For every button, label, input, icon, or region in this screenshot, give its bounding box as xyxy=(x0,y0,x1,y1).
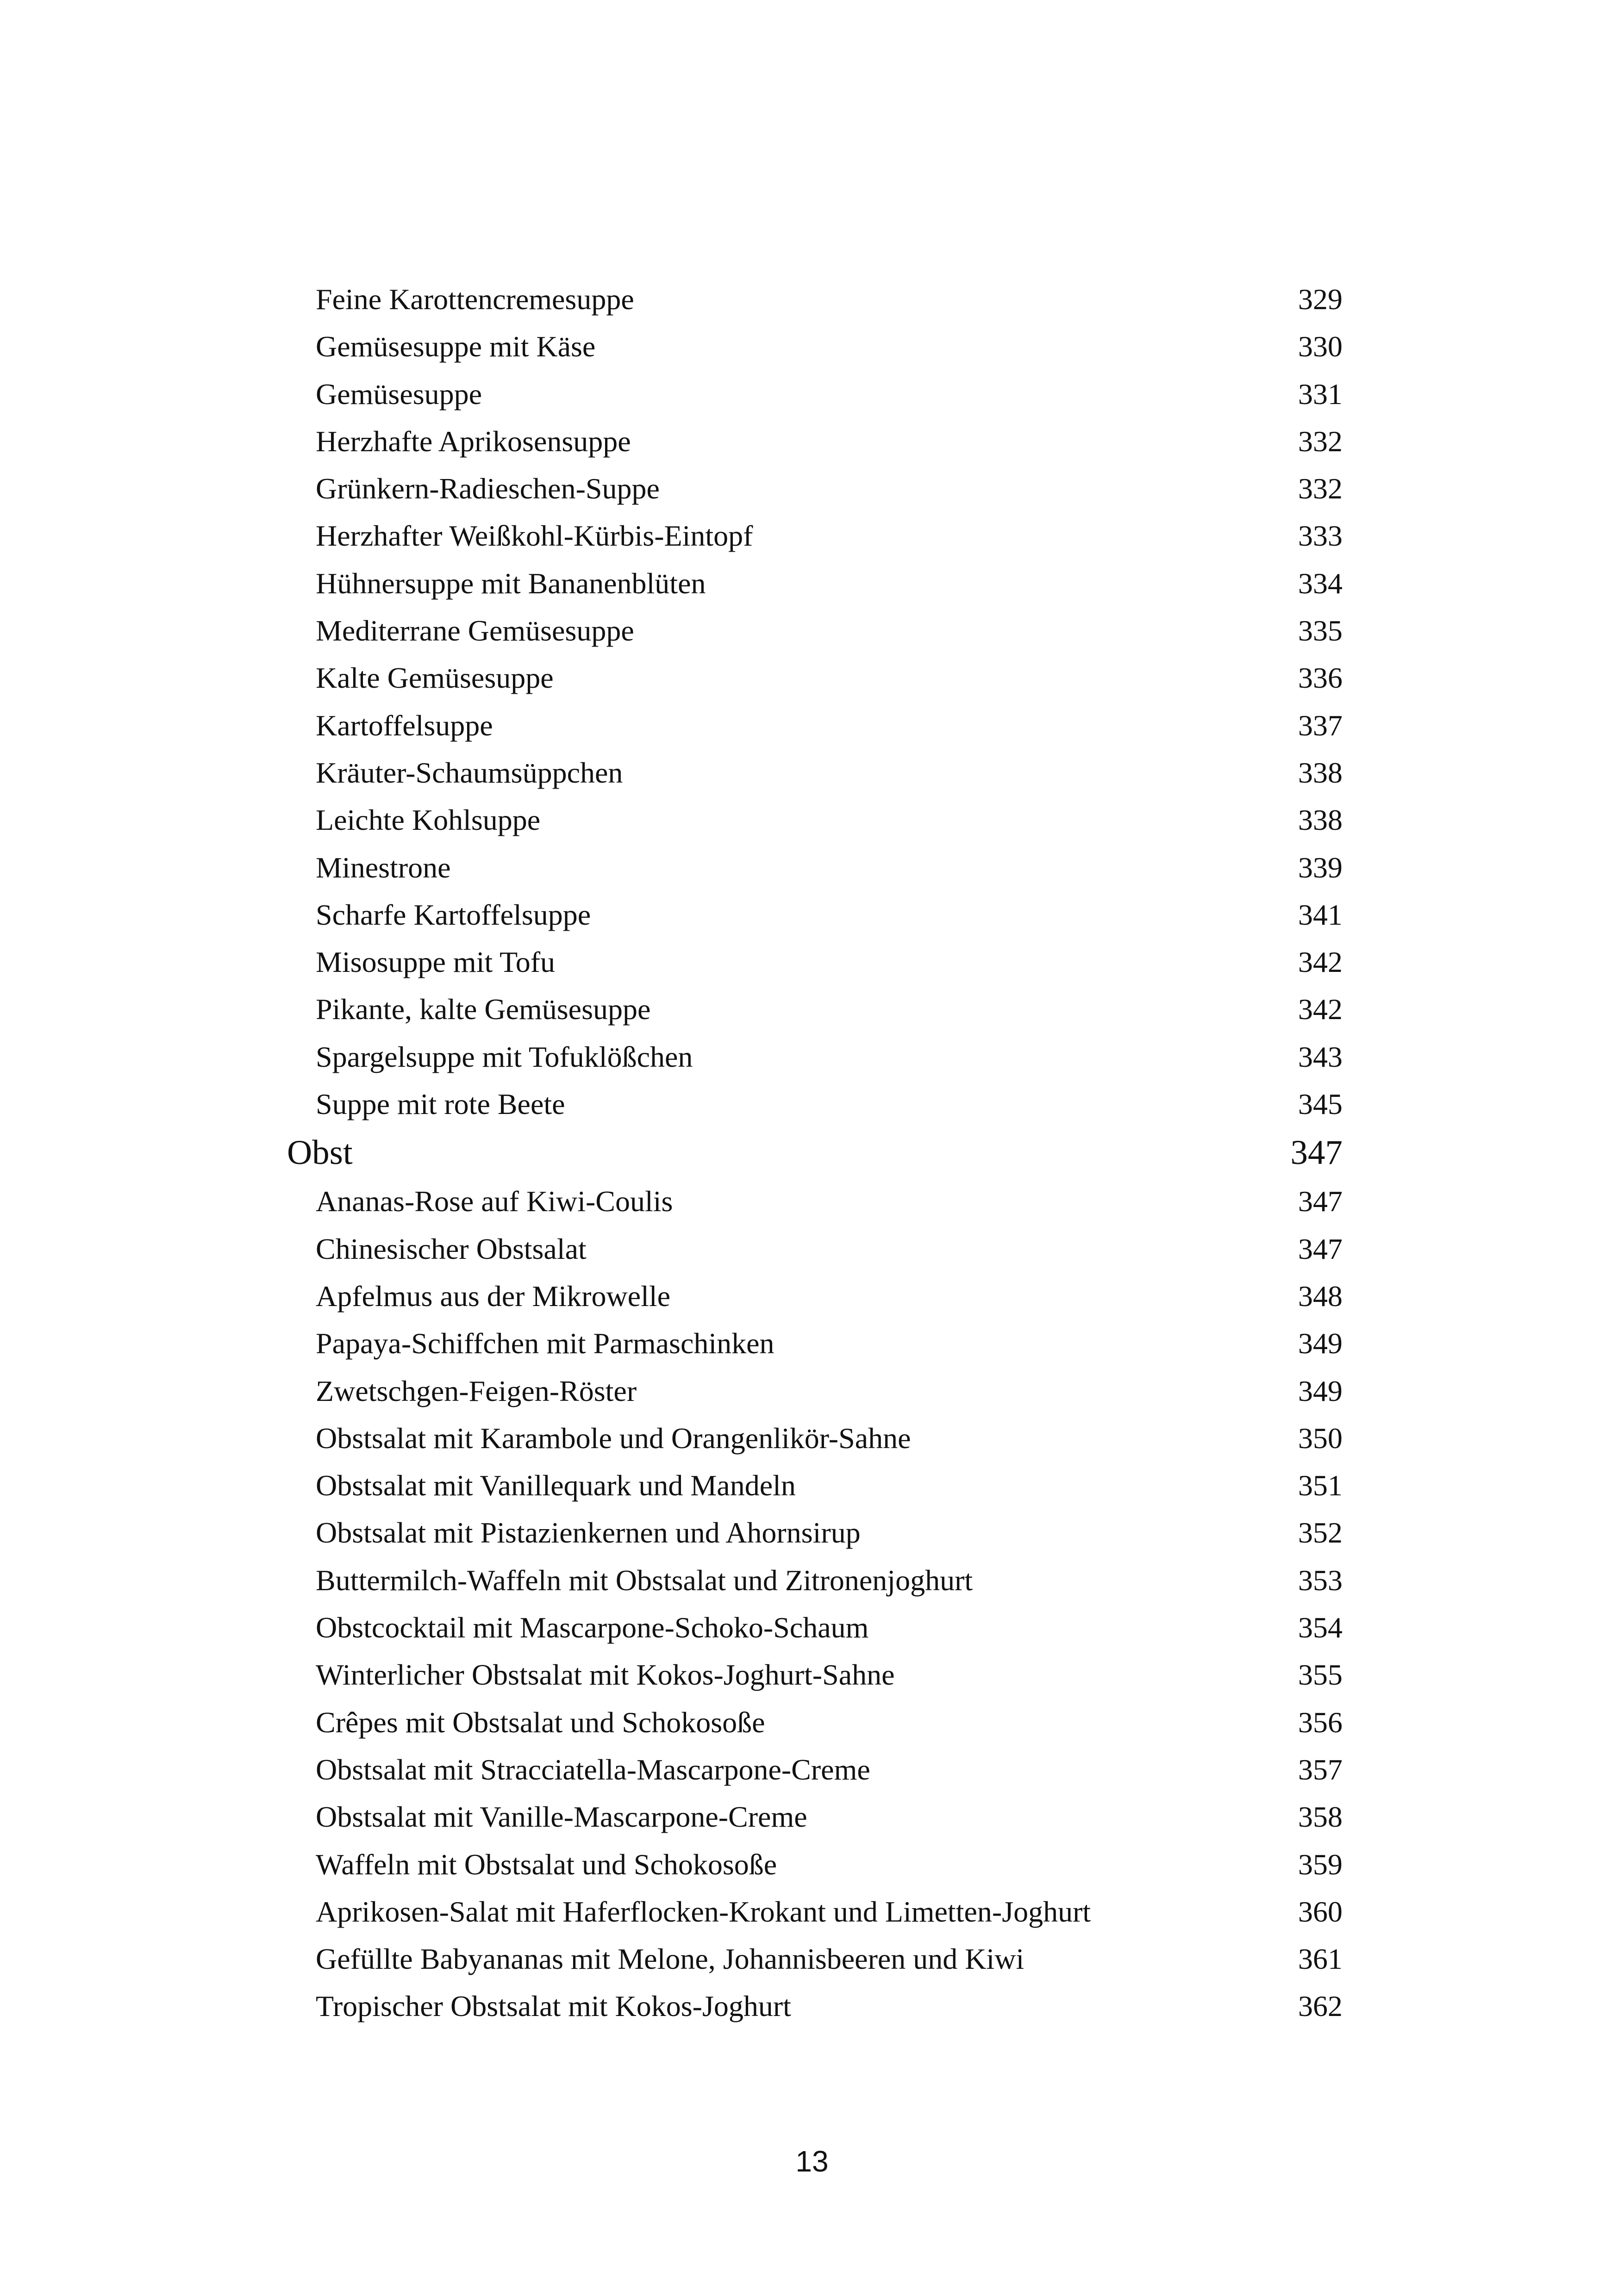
entry-title: Crêpes mit Obstsalat und Schokosoße xyxy=(316,1705,765,1739)
entry-page-number: 333 xyxy=(1298,519,1343,553)
toc-entry xyxy=(287,607,1343,654)
entry-page-number: 347 xyxy=(1298,1185,1343,1218)
entry-page-number: 330 xyxy=(1298,330,1343,363)
toc-entry xyxy=(287,1462,1343,1509)
entry-title: Winterlicher Obstsalat mit Kokos-Joghurt-Sahne xyxy=(316,1658,895,1692)
table-of-contents xyxy=(287,276,1343,2030)
entry-page-number: 354 xyxy=(1298,1611,1343,1644)
toc-entry xyxy=(287,465,1343,512)
toc-entry xyxy=(287,1273,1343,1320)
entry-page-number: 360 xyxy=(1298,1895,1343,1928)
toc-entry xyxy=(287,1320,1343,1367)
entry-title: Gemüsesuppe xyxy=(316,377,482,411)
toc-entry xyxy=(287,276,1343,323)
toc-entry xyxy=(287,749,1343,796)
entry-title: Obstsalat mit Vanillequark und Mandeln xyxy=(316,1469,796,1502)
entry-page-number: 350 xyxy=(1298,1421,1343,1455)
toc-section-heading xyxy=(287,1128,1343,1178)
entry-title: Tropischer Obstsalat mit Kokos-Joghurt xyxy=(316,1990,791,2023)
entry-page-number: 351 xyxy=(1298,1469,1343,1502)
entry-title: Papaya-Schiffchen mit Parmaschinken xyxy=(316,1327,775,1360)
entry-page-number: 347 xyxy=(1298,1232,1343,1265)
entry-page-number: 362 xyxy=(1298,1990,1343,2023)
toc-entry xyxy=(287,654,1343,702)
entry-page-number: 359 xyxy=(1298,1848,1343,1881)
toc-entry xyxy=(287,1081,1343,1128)
entry-title: Herzhafter Weißkohl-Kürbis-Eintopf xyxy=(316,519,753,553)
entry-title: Mediterrane Gemüsesuppe xyxy=(316,614,634,647)
entry-title: Pikante, kalte Gemüsesuppe xyxy=(316,993,651,1026)
toc-entry xyxy=(287,1557,1343,1604)
entry-page-number: 349 xyxy=(1298,1327,1343,1360)
entry-title: Feine Karottencremesuppe xyxy=(316,283,634,316)
toc-entry xyxy=(287,1888,1343,1935)
toc-entry xyxy=(287,1841,1343,1888)
entry-page-number: 353 xyxy=(1298,1563,1343,1597)
toc-entry xyxy=(287,1415,1343,1462)
entry-page-number: 339 xyxy=(1298,851,1343,884)
entry-title: Spargelsuppe mit Tofuklößchen xyxy=(316,1040,693,1073)
entry-title: Obstsalat mit Stracciatella-Mascarpone-Creme xyxy=(316,1753,870,1786)
entry-title: Buttermilch-Waffeln mit Obstsalat und Zitronenjoghurt xyxy=(316,1563,973,1597)
toc-entry xyxy=(287,1368,1343,1415)
entry-page-number: 335 xyxy=(1298,614,1343,647)
entry-page-number: 357 xyxy=(1298,1753,1343,1786)
entry-title: Obstsalat mit Vanille-Mascarpone-Creme xyxy=(316,1800,807,1834)
entry-page-number: 361 xyxy=(1298,1942,1343,1976)
entry-title: Zwetschgen-Feigen-Röster xyxy=(316,1374,637,1407)
entry-title: Scharfe Kartoffelsuppe xyxy=(316,898,591,931)
toc-entry xyxy=(287,1604,1343,1651)
entry-page-number: 358 xyxy=(1298,1800,1343,1834)
entry-title: Suppe mit rote Beete xyxy=(316,1088,565,1121)
entry-page-number: 329 xyxy=(1298,283,1343,316)
entry-title: Gefüllte Babyananas mit Melone, Johannisbeeren und Kiwi xyxy=(316,1942,1024,1976)
entry-title: Herzhafte Aprikosensuppe xyxy=(316,424,631,458)
entry-page-number: 349 xyxy=(1298,1374,1343,1407)
entry-page-number: 337 xyxy=(1298,709,1343,742)
entry-page-number: 336 xyxy=(1298,661,1343,695)
entry-page-number: 331 xyxy=(1298,377,1343,411)
entry-page-number: 342 xyxy=(1298,993,1343,1026)
entry-title: Obstcocktail mit Mascarpone-Schoko-Schaum xyxy=(316,1611,869,1644)
entry-title: Aprikosen-Salat mit Haferflocken-Krokant und Limetten-Joghurt xyxy=(316,1895,1091,1928)
entry-title: Kalte Gemüsesuppe xyxy=(316,661,554,695)
entry-title: Minestrone xyxy=(316,851,451,884)
toc-entry xyxy=(287,939,1343,986)
toc-entry xyxy=(287,1699,1343,1746)
entry-page-number: 342 xyxy=(1298,946,1343,979)
entry-page-number: 334 xyxy=(1298,566,1343,600)
toc-entry xyxy=(287,1178,1343,1225)
toc-entry xyxy=(287,891,1343,939)
entry-title: Ananas-Rose auf Kiwi-Coulis xyxy=(316,1185,673,1218)
toc-entry xyxy=(287,1651,1343,1699)
toc-entry xyxy=(287,702,1343,749)
entry-title: Misosuppe mit Tofu xyxy=(316,946,556,979)
entry-page-number: 352 xyxy=(1298,1516,1343,1549)
toc-entry xyxy=(287,986,1343,1033)
section-title: Obst xyxy=(287,1133,353,1172)
entry-page-number: 355 xyxy=(1298,1658,1343,1692)
entry-page-number: 345 xyxy=(1298,1088,1343,1121)
toc-entry xyxy=(287,512,1343,560)
toc-entry xyxy=(287,418,1343,465)
entry-title: Gemüsesuppe mit Käse xyxy=(316,330,596,363)
toc-entry xyxy=(287,1793,1343,1841)
entry-page-number: 338 xyxy=(1298,756,1343,789)
entry-title: Hühnersuppe mit Bananenblüten xyxy=(316,566,706,600)
entry-title: Chinesischer Obstsalat xyxy=(316,1232,587,1265)
entry-title: Grünkern-Radieschen-Suppe xyxy=(316,472,660,505)
toc-entry xyxy=(287,1983,1343,2030)
entry-page-number: 348 xyxy=(1298,1279,1343,1313)
entry-title: Leichte Kohlsuppe xyxy=(316,803,541,837)
entry-title: Kräuter-Schaumsüppchen xyxy=(316,756,623,789)
toc-entry xyxy=(287,371,1343,418)
page-number: 13 xyxy=(795,2145,829,2178)
section-page-number: 347 xyxy=(1290,1133,1343,1172)
entry-page-number: 332 xyxy=(1298,424,1343,458)
toc-entry xyxy=(287,560,1343,607)
toc-entry xyxy=(287,1746,1343,1793)
entry-page-number: 356 xyxy=(1298,1705,1343,1739)
entry-title: Waffeln mit Obstsalat und Schokosoße xyxy=(316,1848,777,1881)
toc-entry xyxy=(287,1226,1343,1273)
toc-entry xyxy=(287,796,1343,844)
entry-page-number: 341 xyxy=(1298,898,1343,931)
toc-entry xyxy=(287,1509,1343,1556)
toc-entry xyxy=(287,1935,1343,1983)
toc-entry xyxy=(287,323,1343,370)
entry-title: Obstsalat mit Karambole und Orangenlikör-Sahne xyxy=(316,1421,911,1455)
toc-entry xyxy=(287,844,1343,891)
entry-page-number: 338 xyxy=(1298,803,1343,837)
entry-title: Obstsalat mit Pistazienkernen und Ahornsirup xyxy=(316,1516,861,1549)
entry-title: Apfelmus aus der Mikrowelle xyxy=(316,1279,671,1313)
entry-page-number: 332 xyxy=(1298,472,1343,505)
entry-page-number: 343 xyxy=(1298,1040,1343,1073)
entry-title: Kartoffelsuppe xyxy=(316,709,493,742)
toc-entry xyxy=(287,1033,1343,1081)
